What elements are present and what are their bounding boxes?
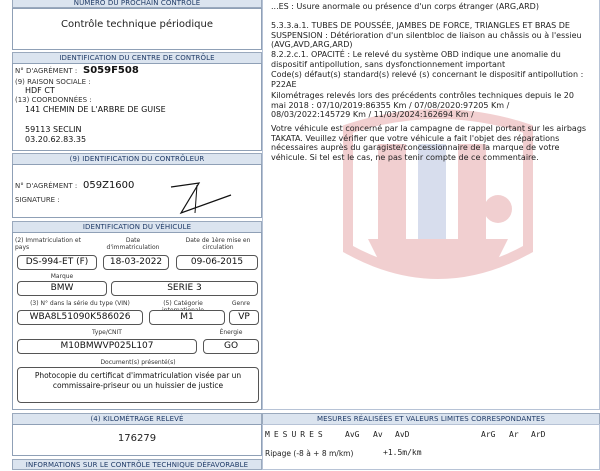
control-type-panel bbox=[12, 8, 262, 50]
vehicule-panel bbox=[12, 232, 262, 410]
measures-panel bbox=[262, 424, 600, 470]
genre-value: VP bbox=[229, 310, 259, 325]
controleur-agrement-label: N° D'AGRÉMENT : bbox=[15, 182, 78, 190]
coordonnees-label: (13) COORDONNÉES : bbox=[15, 96, 92, 104]
defect-line-2: 5.3.3.a.1. TUBES DE POUSSÉE, JAMBES DE FORCE, TRIANGLES ET BRAS DE SUSPENSION : Détérioration d'un silentbloc de liaison au châssis ou à l'essieu (AVG,AVD,ARG,ARD) bbox=[271, 21, 582, 49]
energie-label: Énergie bbox=[219, 329, 243, 336]
col-arg: ArG bbox=[481, 430, 496, 439]
vin-value: WBA8L51090K586026 bbox=[17, 310, 143, 325]
recall-notice: Votre véhicule est concerné par la campagne de rappel portant sur les airbags TAKATA. Veuillez vérifier que votre véhicule a fait l'objet des réparations nécessaires auprès du garagiste/concessionnaire de la marque de votre véhicule. Si tel est le cas, ne pas tenir compte de ce commentaire. bbox=[271, 124, 587, 162]
defects-panel bbox=[262, 0, 600, 410]
measures-header: MESURES bbox=[265, 430, 327, 439]
date-immat-label: Date d'immatriculation bbox=[106, 237, 160, 251]
address-line-1: 141 CHEMIN DE L'ARBRE DE GUISE bbox=[25, 105, 166, 114]
address-line-2: 59113 SECLIN bbox=[25, 125, 82, 134]
centre-agrement-value: S059F508 bbox=[83, 65, 139, 76]
control-type: Contrôle technique périodique bbox=[61, 19, 213, 30]
controleur-band: (9) IDENTIFICATION DU CONTRÔLEUR bbox=[12, 153, 262, 166]
defect-code-line: Code(s) défaut(s) standard(s) relevé (s) concernant le dispositif antipollution : P22AE bbox=[271, 70, 584, 89]
date-immat-value: 18-03-2022 bbox=[103, 255, 169, 270]
type-label: Type/CNIT bbox=[92, 329, 122, 336]
centre-panel bbox=[12, 63, 262, 151]
next-control-band: NUMÉRO DU PROCHAIN CONTRÔLE bbox=[12, 0, 262, 8]
signature-label: SIGNATURE : bbox=[15, 196, 60, 204]
ripage-label: Ripage (-8 à + 8 m/km) bbox=[265, 449, 354, 458]
type-value: M10BMWVP025L107 bbox=[17, 339, 197, 354]
measures-band: MESURES RÉALISÉES ET VALEURS LIMITES CORRESPONDANTES bbox=[262, 413, 600, 426]
controleur-panel bbox=[12, 164, 262, 218]
col-ard: ArD bbox=[531, 430, 546, 439]
defect-line-3: 8.2.2.c.1. OPACITÉ : Le relevé du système OBD indique une anomalie du dispositif antipollution, sans dysfonctionnement important bbox=[271, 50, 561, 69]
kilo-history: Kilométrages relevés lors des précédents contrôles techniques depuis le 20 mai 2018 : 07/10/2019:86355 Km / 07/08/2020:97205 Km / 08/03/2022:145729 Km / 11/03/2024:162694 Km / bbox=[271, 91, 574, 119]
kilometrage-band: (4) KILOMÉTRAGE RELEVÉ bbox=[12, 413, 262, 426]
col-ar: Ar bbox=[509, 430, 519, 439]
date-first-label: Date de 1ère mise en circulation bbox=[185, 237, 251, 251]
vin-label: (3) N° dans la série du type (VIN) bbox=[30, 300, 130, 307]
centre-agrement-label: N° D'AGRÉMENT : bbox=[15, 67, 78, 75]
raison-sociale-label: (9) RAISON SOCIALE : bbox=[15, 78, 91, 86]
energie-value: GO bbox=[203, 339, 259, 354]
phone: 03.20.62.83.35 bbox=[25, 135, 87, 144]
docs-value: Photocopie du certificat d'immatriculation visée par un commissaire-priseur ou un huissier de justice bbox=[17, 367, 259, 403]
marque-label: Marque bbox=[50, 273, 74, 280]
immat-value: DS-994-ET (F) bbox=[17, 255, 97, 270]
controleur-agrement-value: 059Z1600 bbox=[83, 180, 135, 191]
genre-label: Genre bbox=[231, 300, 251, 307]
col-avg: AvG bbox=[345, 430, 360, 439]
kilometrage-value: 176279 bbox=[117, 433, 157, 444]
marque-value: BMW bbox=[17, 281, 107, 296]
vehicule-band: IDENTIFICATION DU VÉHICULE bbox=[12, 221, 262, 234]
date-first-value: 09-06-2015 bbox=[176, 255, 258, 270]
centre-band: IDENTIFICATION DU CENTRE DE CONTRÔLE bbox=[12, 52, 262, 65]
docs-label: Document(s) présenté(s) bbox=[100, 359, 176, 366]
categorie-label: (5) Catégorie bbox=[163, 300, 203, 307]
ripage-value: +1.5m/km bbox=[383, 448, 422, 457]
signature-mark bbox=[151, 173, 251, 217]
kilometrage-panel bbox=[12, 424, 262, 456]
defect-line-1: ...ES : Usure anormale ou présence d'un corps étranger (ARG,ARD) bbox=[271, 2, 539, 11]
col-avd: AvD bbox=[395, 430, 410, 439]
col-av: Av bbox=[373, 430, 383, 439]
raison-sociale-value: HDF CT bbox=[25, 86, 55, 95]
model-value: SERIE 3 bbox=[111, 281, 258, 296]
categorie-value: M1 bbox=[149, 310, 225, 325]
defavorable-band: INFORMATIONS SUR LE CONTRÔLE TECHNIQUE DÉFAVORABLE bbox=[12, 459, 262, 470]
immat-label: (2) Immatriculation et pays bbox=[15, 237, 81, 251]
